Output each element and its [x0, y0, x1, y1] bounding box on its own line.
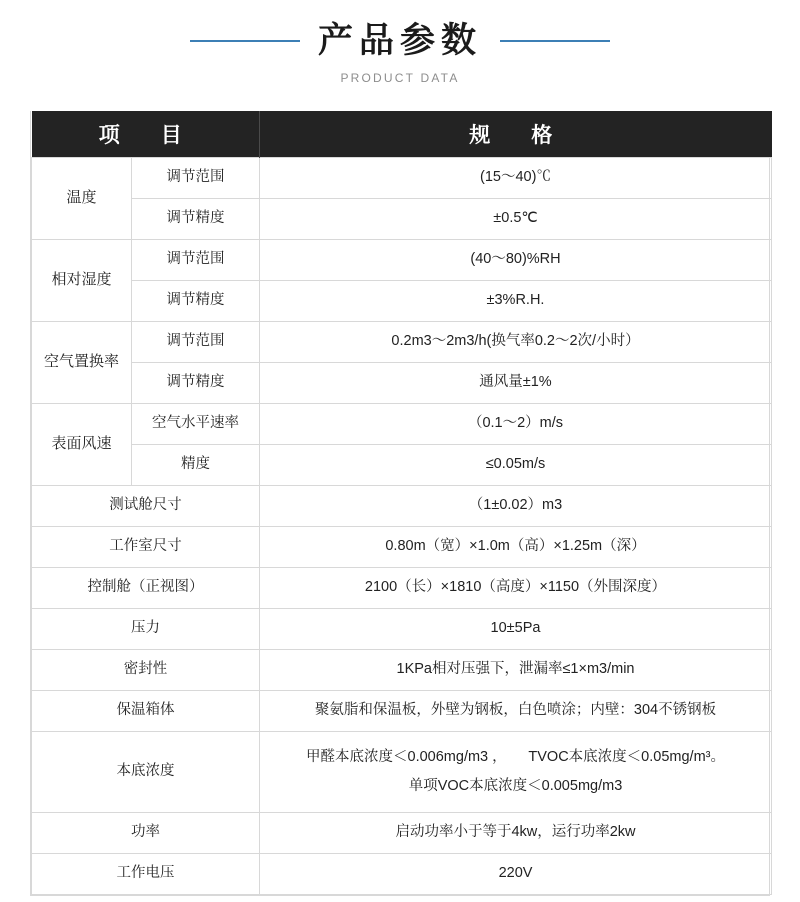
row-value: ≤0.05m/s — [260, 444, 772, 485]
table-row — [32, 444, 772, 485]
table-row — [32, 485, 772, 526]
table-row — [32, 157, 772, 198]
table-row — [32, 731, 772, 812]
row-value: 2100（长）×1810（高度）×1150（外围深度） — [260, 567, 772, 608]
table-row — [32, 853, 772, 894]
row-label: 保温箱体 — [32, 690, 260, 731]
table-row — [32, 690, 772, 731]
row-sub-label: 精度 — [132, 444, 260, 485]
row-value: ±0.5℃ — [260, 198, 772, 239]
row-label: 工作室尺寸 — [32, 526, 260, 567]
row-sub-label: 调节精度 — [132, 198, 260, 239]
row-value: 1KPa相对压强下，泄漏率≤1×m3/min — [260, 649, 772, 690]
column-header-spec: 规 格 — [260, 111, 772, 158]
title-row — [0, 22, 800, 61]
row-sub-label: 调节范围 — [132, 239, 260, 280]
table-header-row — [32, 111, 772, 158]
table-row — [32, 567, 772, 608]
table-row — [32, 608, 772, 649]
table-row — [32, 649, 772, 690]
row-label: 压力 — [32, 608, 260, 649]
row-value: （1±0.02）m3 — [260, 485, 772, 526]
table-row — [32, 403, 772, 444]
row-value: 0.80m（宽）×1.0m（高）×1.25m（深） — [260, 526, 772, 567]
row-value: 聚氨脂和保温板，外壁为钢板，白色喷涂；内壁：304不锈钢板 — [260, 690, 772, 731]
page-subtitle: PRODUCT DATA — [340, 70, 460, 85]
table-row — [32, 812, 772, 853]
row-value: 220V — [260, 853, 772, 894]
title-rule-left — [190, 40, 300, 42]
row-sub-label: 调节精度 — [132, 362, 260, 403]
row-label: 测试舱尺寸 — [32, 485, 260, 526]
table-row — [32, 280, 772, 321]
row-value: (15～40)℃ — [260, 157, 772, 198]
row-value: 启动功率小于等于4kw，运行功率2kw — [260, 812, 772, 853]
row-value: (40～80)%RH — [260, 239, 772, 280]
row-sub-label: 调节精度 — [132, 280, 260, 321]
row-label: 本底浓度 — [32, 731, 260, 812]
product-data-table — [31, 111, 772, 895]
title-rule-right — [500, 40, 610, 42]
row-label: 控制舱（正视图） — [32, 567, 260, 608]
page-title: 产品参数 — [317, 21, 482, 60]
product-data-table-wrapper — [30, 111, 770, 896]
row-group-label: 表面风速 — [32, 403, 132, 485]
row-label: 工作电压 — [32, 853, 260, 894]
row-value: （0.1～2）m/s — [260, 403, 772, 444]
row-label: 密封性 — [32, 649, 260, 690]
table-row — [32, 239, 772, 280]
row-group-label: 相对湿度 — [32, 239, 132, 321]
row-value: ±3%R.H. — [260, 280, 772, 321]
row-value-line2: 单项VOC本底浓度＜0.005mg/m3 — [408, 777, 623, 794]
table-row — [32, 526, 772, 567]
column-header-item: 项 目 — [32, 111, 260, 158]
row-sub-label: 调节范围 — [132, 321, 260, 362]
row-group-label: 温度 — [32, 157, 132, 239]
row-value: 通风量±1% — [260, 362, 772, 403]
row-value-line1: 甲醛本底浓度＜0.006mg/m3 ， TVOC本底浓度＜0.05mg/m³。 — [306, 749, 725, 766]
row-sub-label: 空气水平速率 — [132, 403, 260, 444]
table-row — [32, 362, 772, 403]
row-group-label: 空气置换率 — [32, 321, 132, 403]
table-row — [32, 198, 772, 239]
table-row — [32, 321, 772, 362]
row-value: 10±5Pa — [260, 608, 772, 649]
row-value — [260, 731, 772, 812]
row-label: 功率 — [32, 812, 260, 853]
row-value: 0.2m3～2m3/h(换气率0.2～2次/小时） — [260, 321, 772, 362]
row-sub-label: 调节范围 — [132, 157, 260, 198]
page-header — [0, 0, 800, 85]
